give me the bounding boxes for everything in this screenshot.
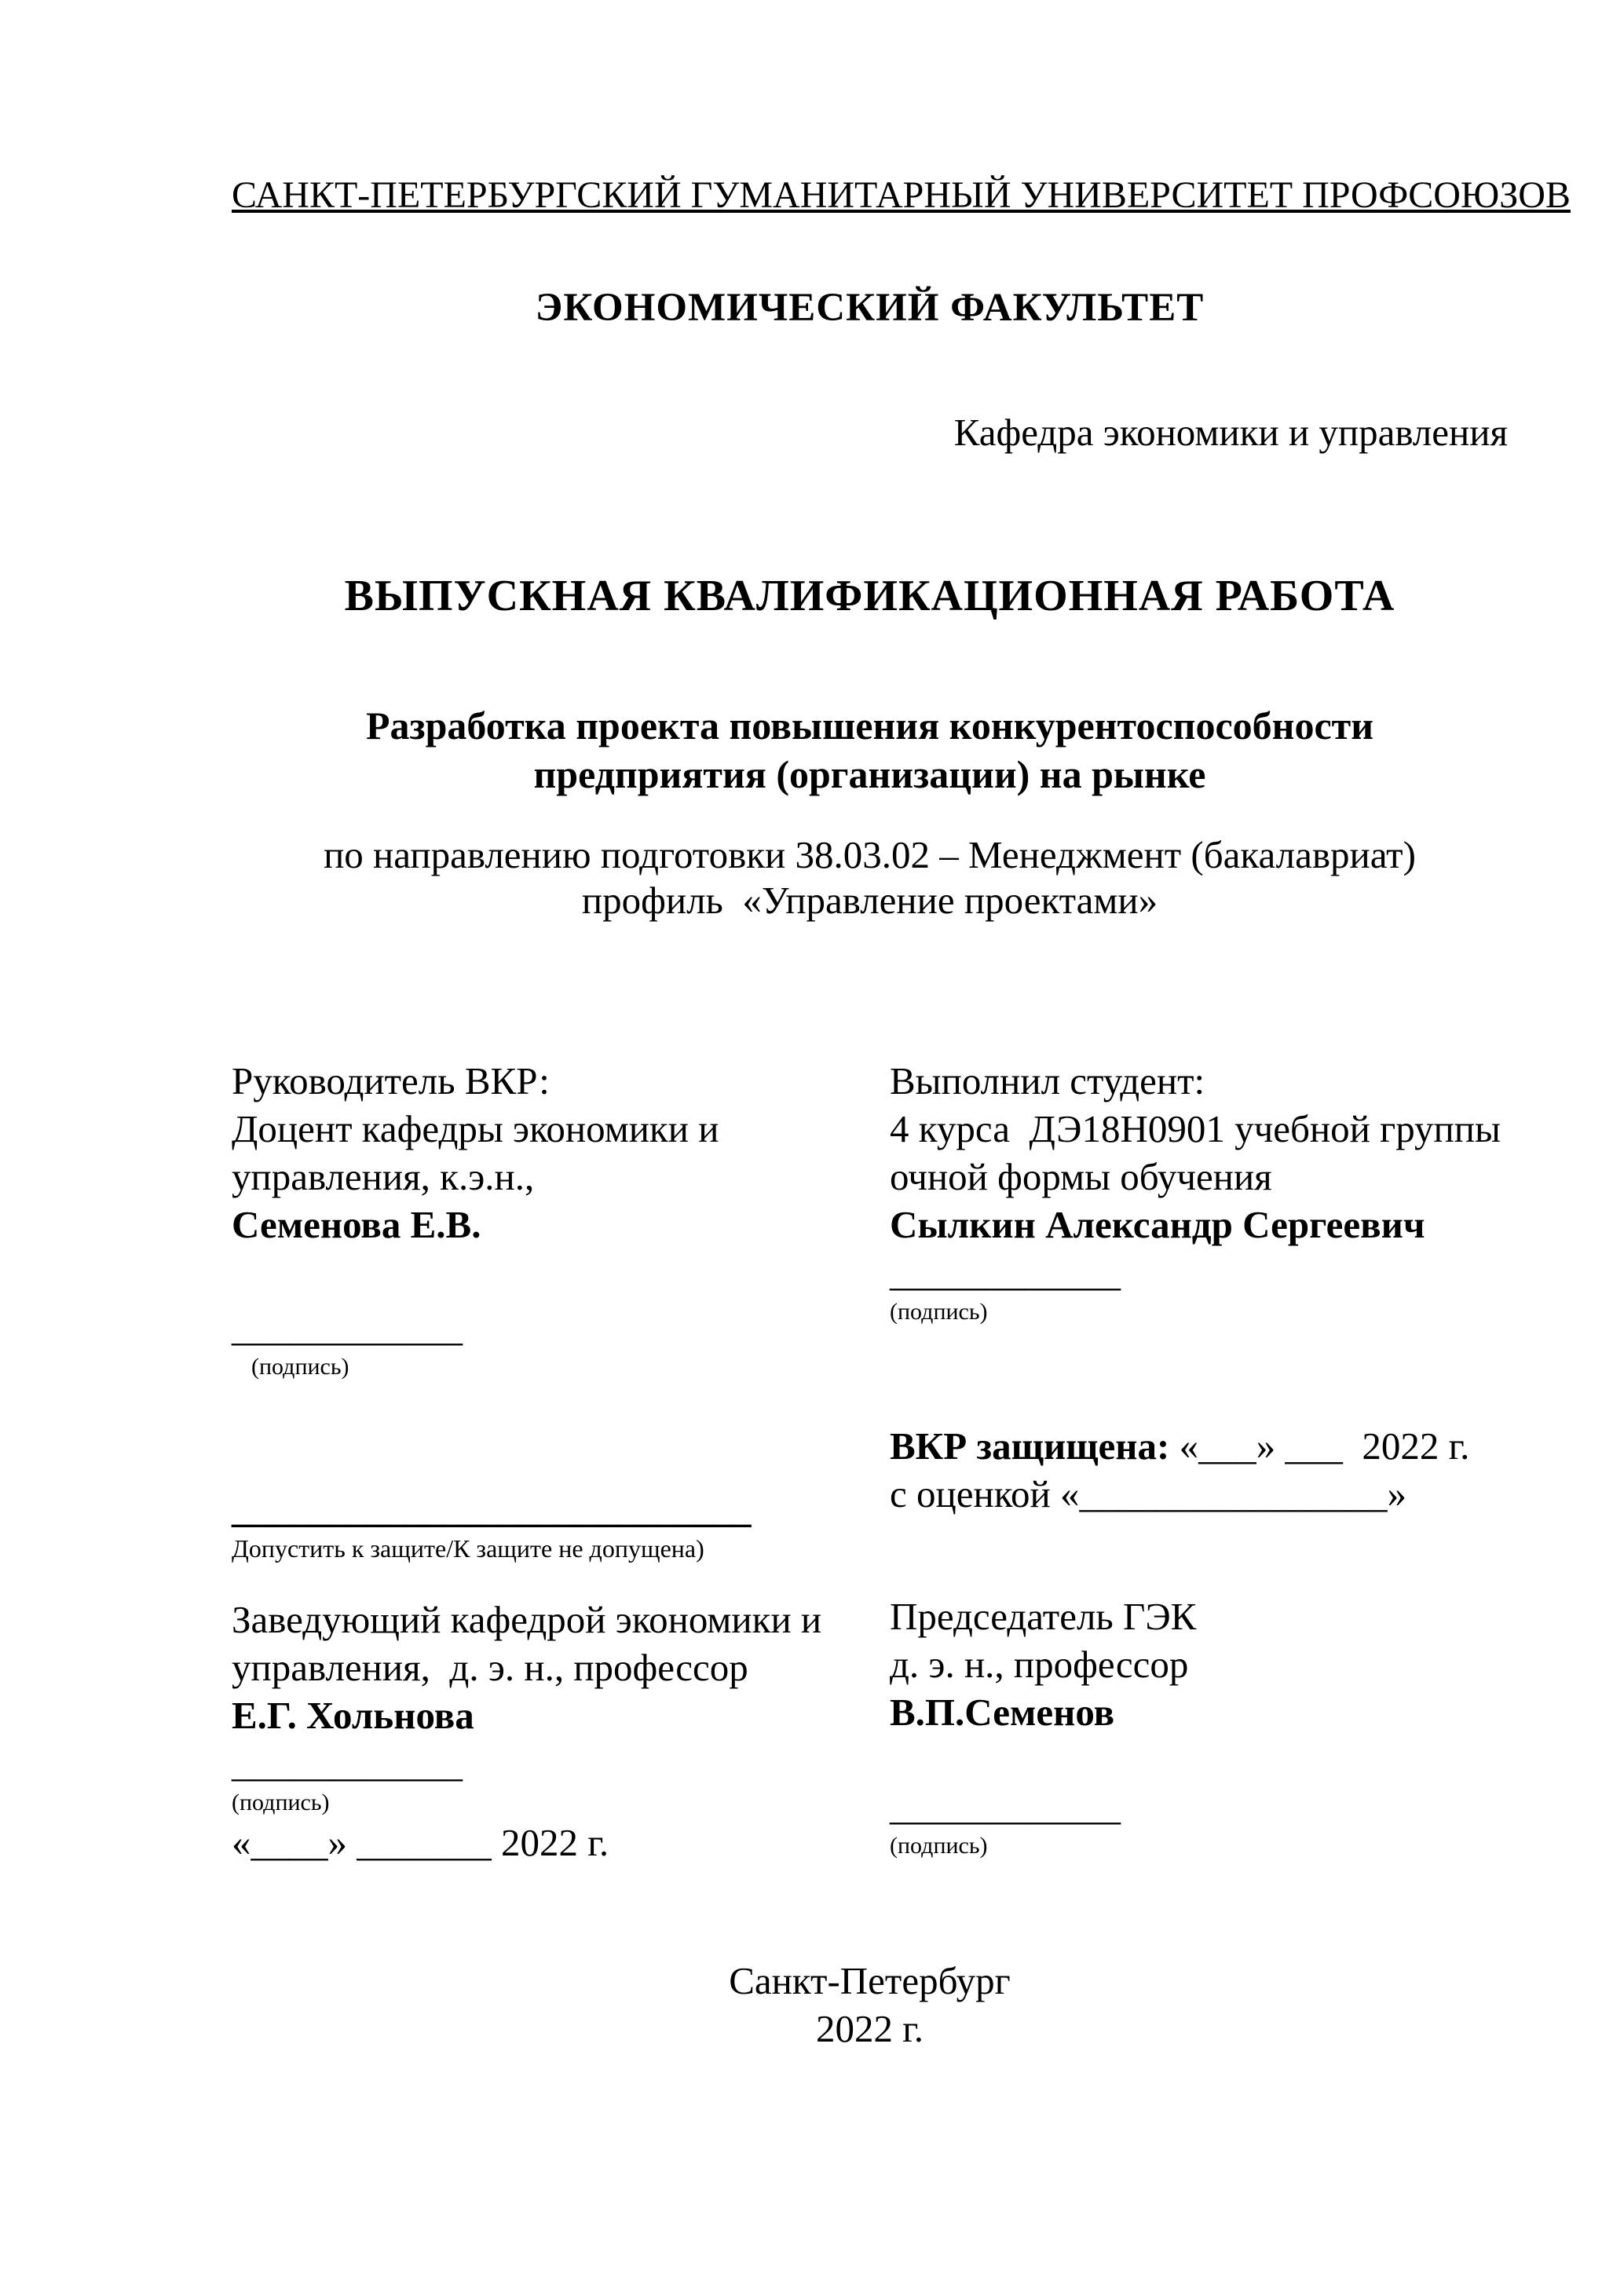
right-column (890, 1057, 1508, 1866)
chairman-position-line2: д. э. н., профессор (890, 1643, 1189, 1686)
program-line1: по направлению подготовки 38.03.02 – Менеджмент (бакалавриат) (324, 833, 1416, 876)
department-head-signature-line: ____________ (232, 1742, 463, 1785)
department-head-date-line: «____» _______ 2022 г. (232, 1821, 609, 1864)
department-head-position-line2: управления, д. э. н., профессор (232, 1646, 748, 1689)
supervisor-name: Семенова Е.В. (232, 1203, 481, 1246)
chairman-signature-caption: (подпись) (890, 1833, 988, 1859)
department-name: Кафедра экономики и управления (953, 411, 1508, 454)
department-head-position-line1: Заведующий кафедрой экономики и (232, 1598, 822, 1641)
student-signature-caption: (подпись) (890, 1299, 988, 1325)
supervisor-position-line1: Доцент кафедры экономики и (232, 1107, 719, 1150)
footer-city: Санкт-Петербург (729, 1959, 1011, 2002)
student-info-line1: 4 курса ДЭ18Н0901 учебной группы (890, 1107, 1501, 1150)
chairman-name: В.П.Семенов (890, 1691, 1115, 1734)
department-head-signature-caption: (подпись) (232, 1790, 330, 1815)
student-signature-line: ____________ (890, 1251, 1121, 1294)
department-head-name: Е.Г. Хольнова (232, 1694, 474, 1737)
footer-year: 2022 г. (815, 2007, 924, 2050)
left-column (232, 1057, 890, 1866)
supervisor-signature-line: ____________ (232, 1306, 463, 1349)
student-name: Сылкин Александр Сергеевич (890, 1203, 1425, 1246)
admission-caption: Допустить к защите/К защите не допущена) (232, 1534, 704, 1563)
chairman-position-line1: Председатель ГЭК (890, 1595, 1197, 1638)
program-info (232, 832, 1508, 923)
thesis-topic-line1: Разработка проекта повышения конкурентоспособности (365, 704, 1374, 748)
defense-date-part: «___» ___ 2022 г. (1179, 1424, 1470, 1468)
chairman-block (890, 1592, 1508, 1862)
student-label: Выполнил студент: (890, 1059, 1205, 1102)
department-head-block (232, 1596, 858, 1866)
thesis-topic (232, 701, 1508, 799)
defense-block (890, 1422, 1508, 1518)
footer (232, 1957, 1508, 2053)
program-line2: профиль «Управление проектами» (581, 879, 1158, 922)
signature-section (232, 1057, 1508, 1866)
work-type-title: ВЫПУСКНАЯ КВАЛИФИКАЦИОННАЯ РАБОТА (344, 572, 1395, 620)
university-name: САНКТ-ПЕТЕРБУРГСКИЙ ГУМАНИТАРНЫЙ УНИВЕРСИТЕТ ПРОФСОЮЗОВ (232, 174, 1571, 216)
defense-status-line (890, 1422, 1508, 1470)
chairman-signature-line: ____________ (890, 1785, 1121, 1828)
faculty-name: ЭКОНОМИЧЕСКИЙ ФАКУЛЬТЕТ (535, 286, 1205, 330)
supervisor-signature-caption: (подпись) (251, 1354, 349, 1380)
thesis-topic-line2: предприятия (организации) на рынке (533, 752, 1206, 796)
defense-grade-line: с оценкой «________________» (890, 1472, 1406, 1515)
supervisor-position-line2: управления, к.э.н., (232, 1155, 535, 1198)
defense-label: ВКР защищена: (890, 1424, 1170, 1468)
supervisor-label: Руководитель ВКР: (232, 1059, 550, 1102)
student-info-line2: очной формы обучения (890, 1155, 1272, 1198)
admission-blank-line: ___________________________ (232, 1487, 752, 1530)
